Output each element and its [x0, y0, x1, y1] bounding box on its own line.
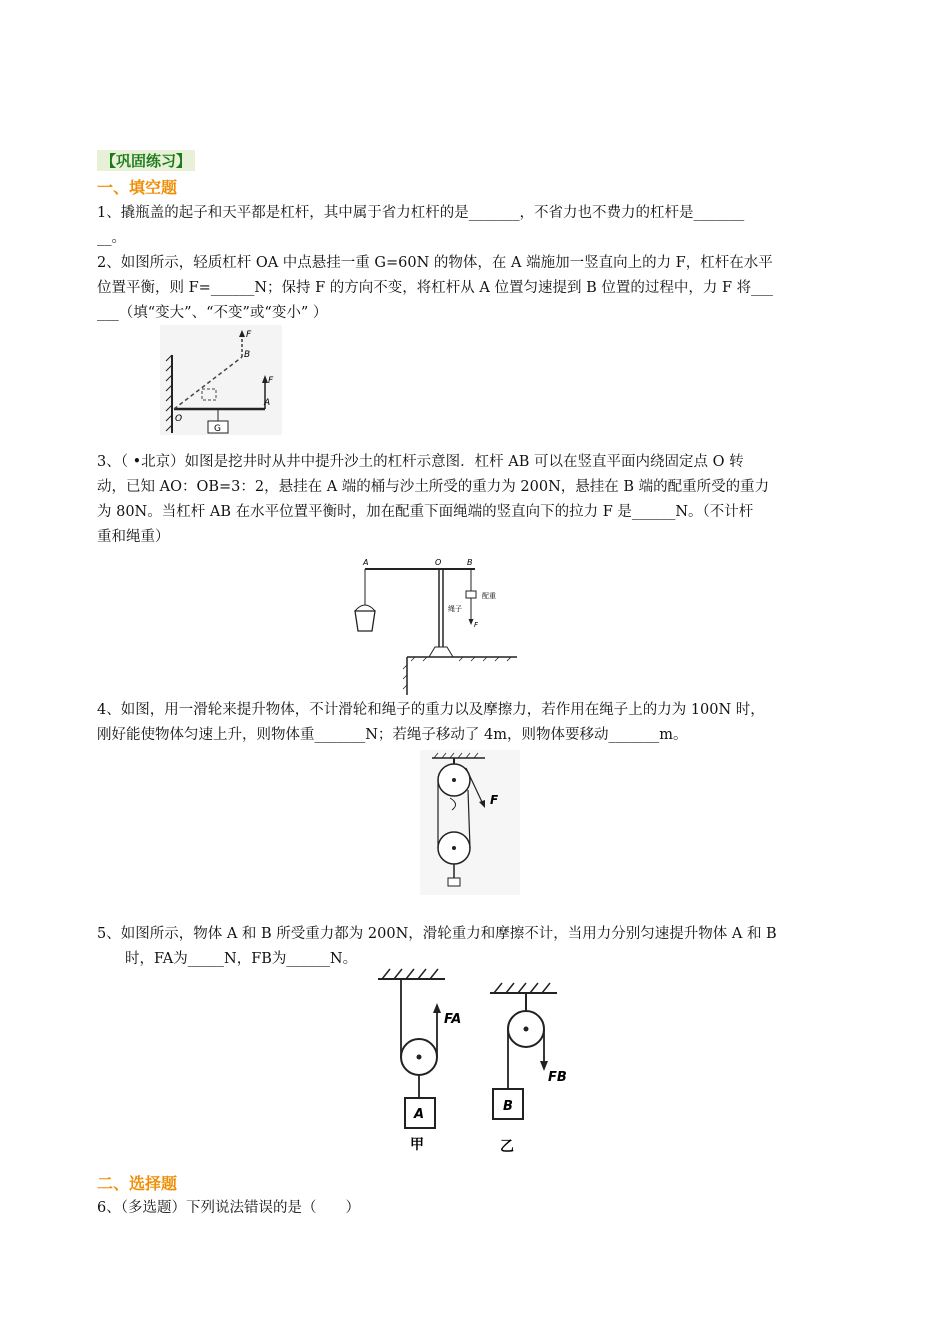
arrowhead-FB: [540, 1061, 548, 1071]
question-4: [97, 698, 857, 748]
ground-hatching: [403, 657, 511, 689]
label-A: A: [363, 558, 369, 567]
q1-line-1: 1、撬瓶盖的起子和天平都是杠杆，其中属于省力杠杆的是_______，不省力也不费力的杠杆是_______: [97, 205, 745, 221]
figure-pulley-block: [420, 750, 520, 895]
label-yi: 乙: [500, 1139, 514, 1155]
q5-line-2: 时，FA为_____N，FB为______N。: [125, 951, 358, 967]
label-A: A: [264, 398, 271, 408]
practice-header: 【巩固练习】: [97, 150, 195, 171]
fixed-axle: [524, 1027, 529, 1032]
label-O: O: [175, 414, 183, 424]
label-F-right: F: [268, 376, 274, 386]
q3-line-1: 3、（ •北京）如图是挖井时从井中提升沙土的杠杆示意图．杠杆 AB 可以在竖直平面内绕固定点 O 转: [97, 454, 744, 470]
ceiling-right-hatching: [494, 983, 550, 993]
label-B: B: [467, 558, 473, 567]
label-counterweight: 配重: [482, 592, 496, 600]
figure-pulleys-compare: [370, 965, 580, 1155]
section-choice: 二、选择题: [97, 1174, 178, 1193]
question-3: [97, 450, 857, 550]
q6-line-1: 6、（多选题）下列说法错误的是（ ）: [97, 1200, 360, 1216]
question-1: [97, 201, 857, 251]
question-6: [97, 1196, 857, 1221]
bucket-handle: [355, 605, 375, 611]
label-jia: 甲: [410, 1137, 424, 1153]
q2-line-2: 位置平衡，则 F=______N；保持 F 的方向不变，将杠杆从 A 位置匀速提到 B 位置的过程中，力 F 将___: [97, 280, 773, 296]
question-2: [97, 251, 857, 326]
q3-line-2: 动，已知 AO：OB=3：2，悬挂在 A 端的桶与沙土所受的重力为 200N，悬挂在 B 端的配重所受的重力: [97, 479, 770, 495]
label-F-top: F: [246, 330, 252, 340]
q1-line-2: __。: [97, 230, 126, 246]
load-box: [448, 878, 460, 886]
figure-bg: [420, 750, 520, 895]
section-fill-in: 一、填空题: [97, 178, 178, 197]
label-F: F: [474, 621, 479, 629]
q4-line-2: 刚好能使物体匀速上升，则物体重_______N；若绳子移动了 4m，则物体要移动_______m。: [97, 727, 688, 743]
label-rope: 绳子: [448, 605, 462, 613]
arrowhead-FA: [433, 1003, 441, 1013]
label-FA: FA: [444, 1012, 462, 1027]
ceiling-left-hatching: [382, 969, 438, 979]
upper-axle: [452, 778, 456, 782]
pull-arrowhead: [469, 619, 474, 625]
q2-line-3: ___（填“变大”、“不变”或“变小” ）: [97, 305, 328, 321]
q2-line-1: 2、如图所示，轻质杠杆 OA 中点悬挂一重 G=60N 的物体，在 A 端施加一竖直向上的力 F，杠杆在水平: [97, 255, 773, 271]
label-B: B: [503, 1099, 513, 1114]
post-base: [429, 647, 453, 657]
label-A: A: [414, 1107, 425, 1122]
label-F: F: [490, 793, 499, 807]
figure-lever-wall: [160, 325, 282, 435]
bucket: [355, 611, 375, 631]
counterweight-box: [466, 591, 476, 598]
q3-line-4: 重和绳重）: [97, 529, 170, 545]
label-FB: FB: [548, 1070, 567, 1085]
q5-line-1: 5、如图所示，物体 A 和 B 所受重力都为 200N，滑轮重力和摩擦不计，当用力分别匀速提升物体 A 和 B: [97, 926, 777, 942]
label-G: G: [214, 424, 221, 434]
movable-axle: [417, 1055, 422, 1060]
q4-line-1: 4、如图，用一滑轮来提升物体，不计滑轮和绳子的重力以及摩擦力，若作用在绳子上的力为 100N 时，: [97, 702, 765, 718]
figure-well-lever: [345, 555, 520, 695]
label-O: O: [435, 558, 442, 567]
q3-line-3: 为 80N。当杠杆 AB 在水平位置平衡时，加在配重下面绳端的竖直向下的拉力 F 是______N。（不计杆: [97, 504, 754, 520]
lower-axle: [452, 846, 456, 850]
label-B: B: [244, 350, 251, 360]
